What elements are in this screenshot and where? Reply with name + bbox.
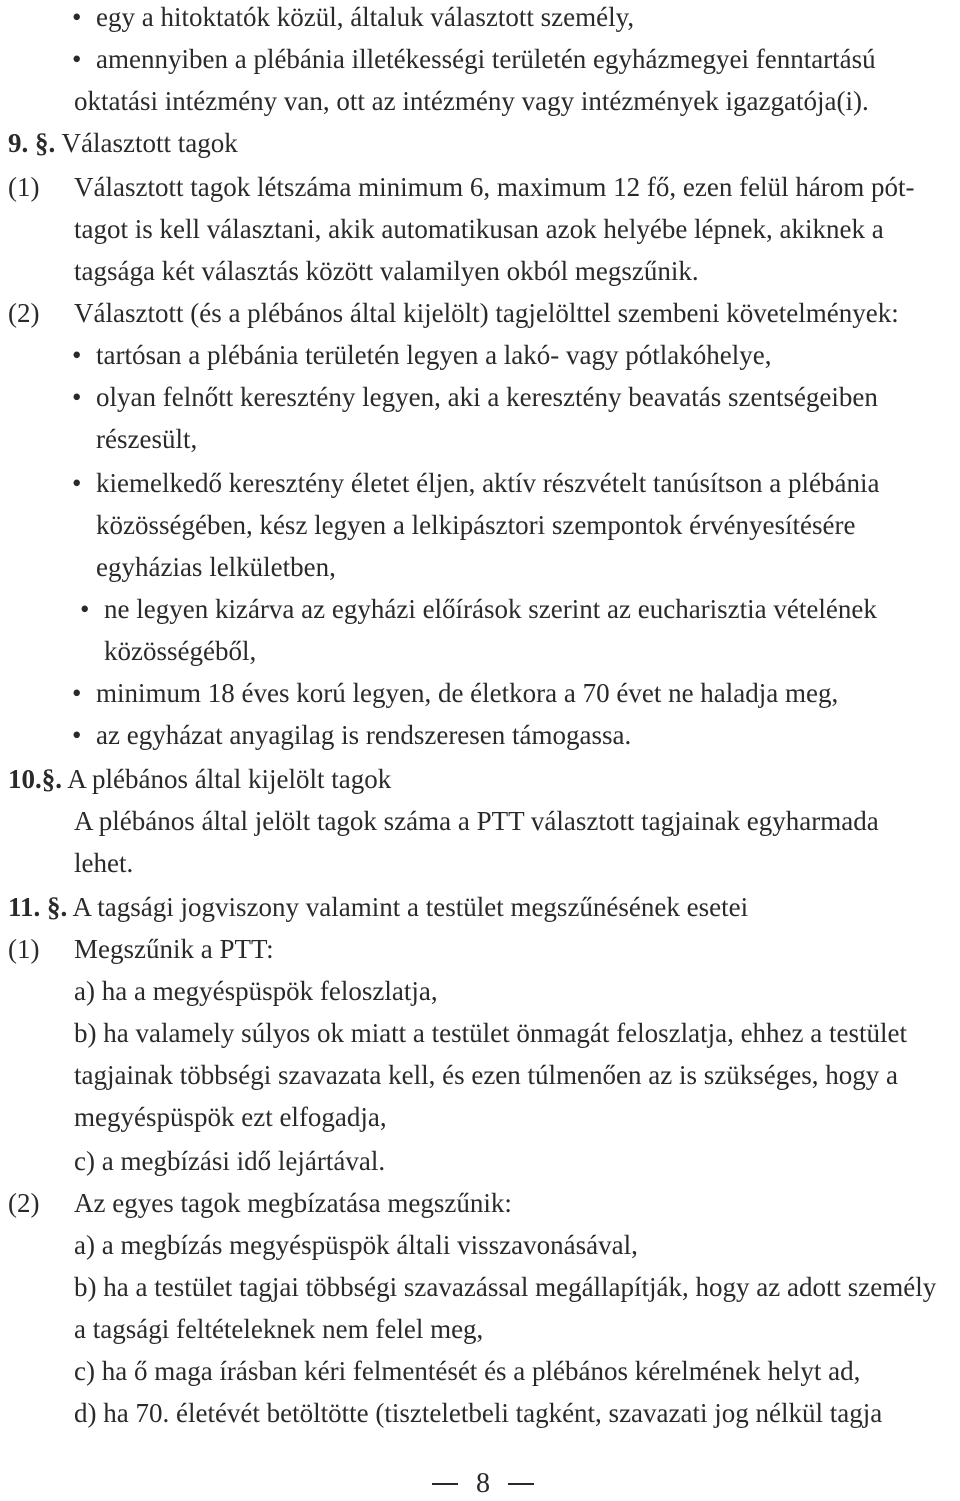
list-item: d) ha 70. életévét betöltötte (tiszteletbeli tagként, szavazati jog nélkül tagja — [74, 1398, 883, 1428]
bullet-continuation: részesült, — [96, 424, 198, 454]
body-text-line: Választott tagok létszáma minimum 6, maximum 12 fő, ezen felül három pót- — [74, 172, 915, 202]
page-footer — [432, 1468, 534, 1500]
bullet-item: • amennyiben a plébánia illetékességi területén egyházmegyei fenntartású — [96, 46, 876, 73]
bullet-item: • az egyházat anyagilag is rendszeresen támogassa. — [96, 722, 631, 749]
bullet-continuation: közösségében, kész legyen a lelkipásztori szempontok érvényesítésére — [96, 510, 856, 540]
page-number: 8 — [476, 1468, 490, 1499]
section-title: A plébános által kijelölt tagok — [67, 764, 392, 794]
list-item: b) ha a testület tagjai többségi szavazással megállapítják, hogy az adott személy — [74, 1272, 937, 1302]
paragraph-number: (1) — [8, 172, 40, 202]
bullet-item: • ne legyen kizárva az egyházi előírások szerint az eucharisztia vételének — [104, 596, 877, 623]
list-item: b) ha valamely súlyos ok miatt a testület önmagát feloszlatja, ehhez a testület — [74, 1018, 907, 1048]
section-heading-11 — [8, 894, 748, 921]
body-text-line: tagot is kell választani, akik automatikusan azok helyébe lépnek, akiknek a — [74, 214, 884, 244]
section-title: Választott tagok — [61, 128, 238, 158]
section-heading-9 — [8, 130, 238, 157]
body-text-line: A plébános által jelölt tagok száma a PTT választott tagjainak egyharmada — [74, 806, 879, 836]
body-text-line: Megszűnik a PTT: — [74, 934, 274, 964]
paragraph-number: (2) — [8, 298, 40, 328]
footer-dash-left — [432, 1483, 458, 1485]
list-item: c) a megbízási idő lejártával. — [74, 1146, 386, 1176]
body-text-line: oktatási intézmény van, ott az intézmény vagy intézmények igazgatója(i). — [74, 86, 869, 116]
bullet-item: • olyan felnőtt keresztény legyen, aki a keresztény beavatás szentségeiben — [96, 384, 878, 411]
list-item-continuation: tagjainak többségi szavazata kell, és ezen túlmenően az is szükséges, hogy a — [74, 1060, 898, 1090]
section-number: 9. §. — [8, 128, 56, 158]
bullet-item: • kiemelkedő keresztény életet éljen, aktív részvételt tanúsítson a plébánia — [96, 470, 879, 497]
body-text-line: lehet. — [74, 848, 134, 878]
list-item-continuation: megyéspüspök ezt elfogadja, — [74, 1102, 387, 1132]
bullet-item: • egy a hitoktatók közül, általuk választott személy, — [96, 4, 634, 31]
list-item: a) a megbízás megyéspüspök általi visszavonásával, — [74, 1230, 638, 1260]
section-heading-10 — [8, 766, 391, 793]
bullet-item: • tartósan a plébánia területén legyen a lakó- vagy pótlakóhelye, — [96, 342, 771, 369]
section-title: A tagsági jogviszony valamint a testület megszűnésének esetei — [72, 892, 749, 922]
footer-dash-right — [508, 1483, 534, 1485]
list-item: c) ha ő maga írásban kéri felmentését és a plébános kérelmének helyt ad, — [74, 1356, 861, 1386]
list-item-continuation: a tagsági feltételeknek nem felel meg, — [74, 1314, 484, 1344]
body-text-line: Az egyes tagok megbízatása megszűnik: — [74, 1188, 512, 1218]
list-item: a) ha a megyéspüspök feloszlatja, — [74, 976, 438, 1006]
body-text-line: Választott (és a plébános által kijelölt) tagjelölttel szembeni követelmények: — [74, 298, 899, 328]
section-number: 10.§. — [8, 764, 62, 794]
paragraph-number: (2) — [8, 1188, 40, 1218]
bullet-continuation: közösségéből, — [104, 636, 257, 666]
bullet-continuation: egyházias lelkületben, — [96, 552, 336, 582]
body-text-line: tagsága két választás között valamilyen okból megszűnik. — [74, 256, 699, 286]
section-number: 11. §. — [8, 892, 68, 922]
paragraph-number: (1) — [8, 934, 40, 964]
bullet-item: • minimum 18 éves korú legyen, de életkora a 70 évet ne haladja meg, — [96, 680, 838, 707]
